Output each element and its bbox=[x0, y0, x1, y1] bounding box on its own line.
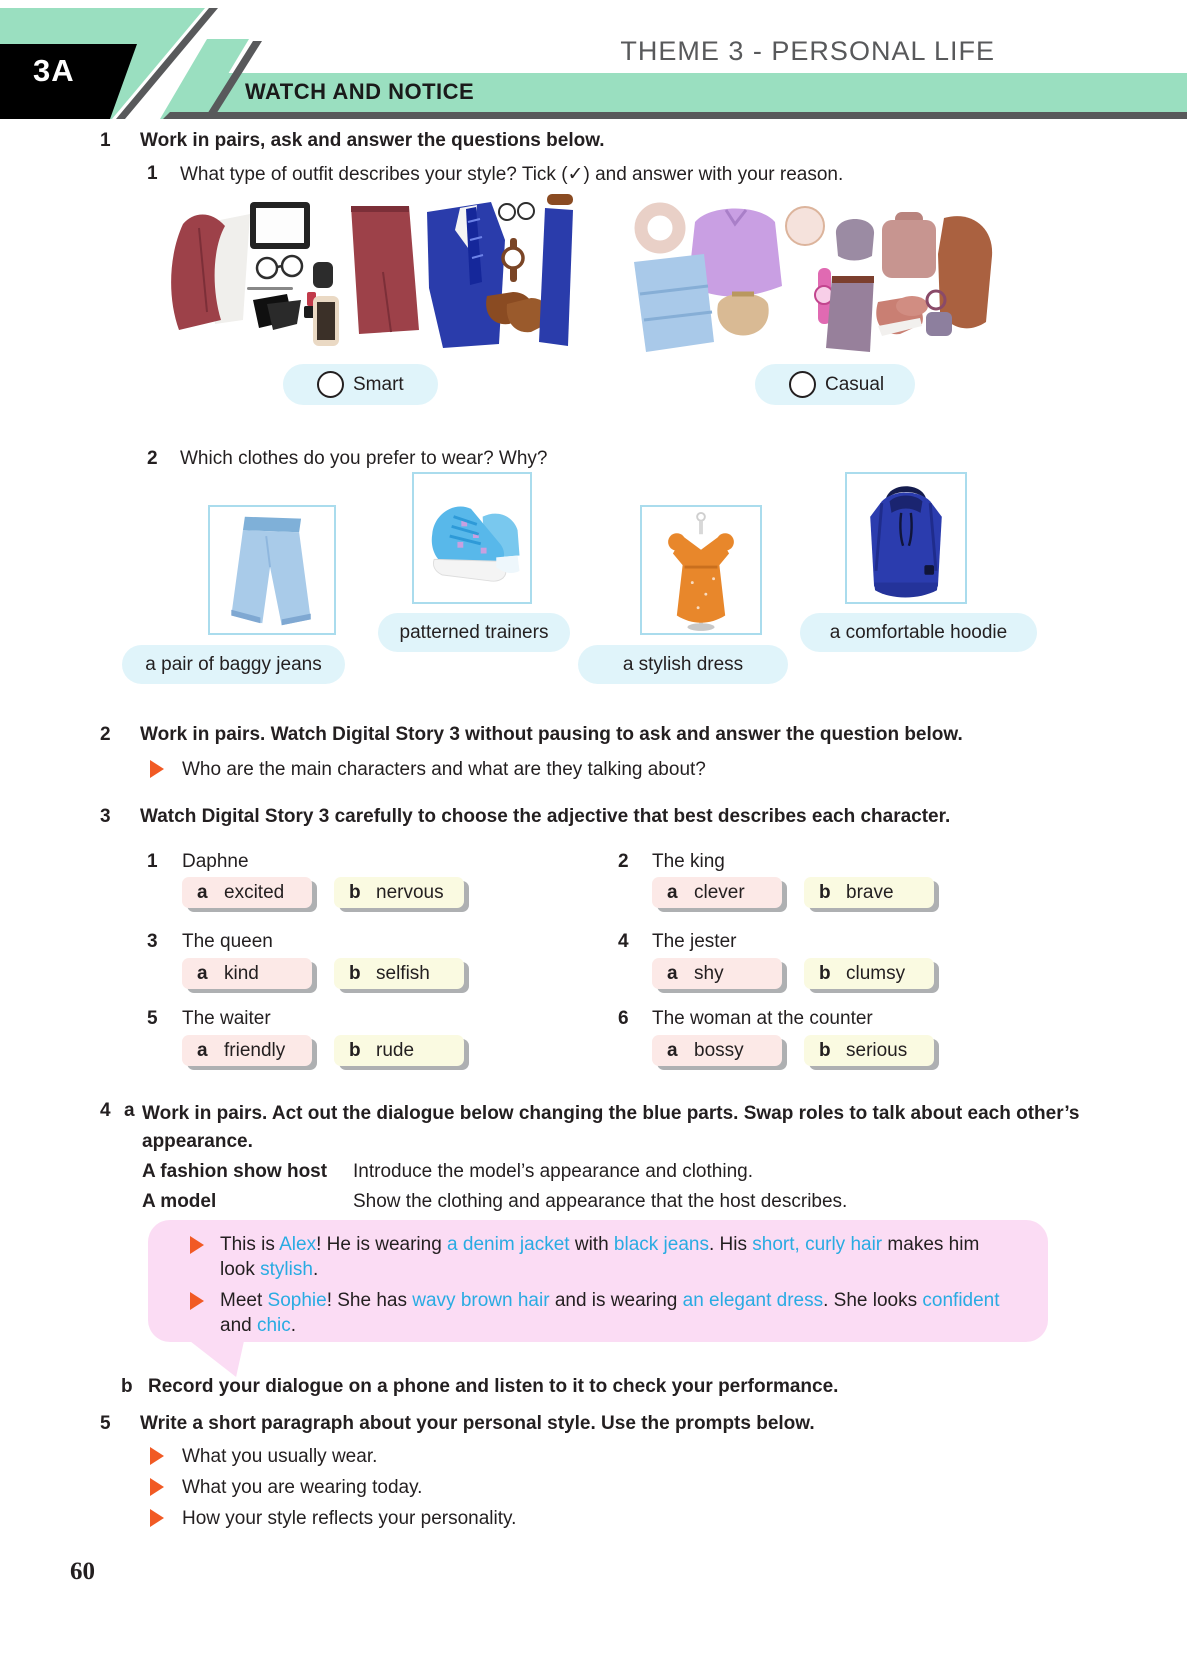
smartphone-screen bbox=[317, 302, 335, 340]
option-a-excited[interactable] bbox=[182, 877, 312, 908]
smart-option bbox=[283, 364, 438, 405]
exercise5-number: 5 bbox=[100, 1413, 111, 1434]
option-letter: a bbox=[197, 962, 208, 984]
character-1-name: Daphne bbox=[182, 851, 249, 872]
smart-outfit-collage-image bbox=[155, 192, 575, 358]
exercise1-q1-text: What type of outfit describes your style? Tick (✓) and answer with your reason. bbox=[180, 164, 844, 185]
option-letter: a bbox=[667, 1039, 678, 1061]
option-word: shy bbox=[694, 962, 724, 984]
option-letter: a bbox=[667, 962, 678, 984]
option-letter: a bbox=[667, 881, 678, 903]
option-letter: b bbox=[819, 962, 831, 984]
character-5-name: The waiter bbox=[182, 1008, 271, 1029]
character-5-number: 5 bbox=[147, 1008, 158, 1029]
scarf bbox=[641, 209, 679, 247]
option-word: excited bbox=[224, 881, 285, 903]
option-letter: a bbox=[197, 1039, 208, 1061]
dialogue-bubble bbox=[148, 1220, 1048, 1342]
option-a-clever[interactable] bbox=[652, 877, 782, 908]
label-comfortable-hoodie bbox=[800, 613, 1037, 652]
option-letter: b bbox=[349, 881, 361, 903]
exercise2-prompt: Who are the main characters and what are they talking about? bbox=[182, 759, 706, 780]
mauve-trousers bbox=[826, 276, 874, 352]
option-letter: a bbox=[197, 881, 208, 903]
character-6-name: The woman at the counter bbox=[652, 1008, 873, 1029]
pen bbox=[247, 287, 293, 290]
exercise3-number: 3 bbox=[100, 806, 111, 827]
casual-option bbox=[755, 364, 915, 405]
theme-title: THEME 3 - PERSONAL LIFE bbox=[620, 36, 995, 66]
dialogue-line-1 bbox=[148, 1232, 1020, 1282]
dialogue-text-1: This is Alex! He is wearing a denim jacket with black jeans. His short, curly hair makes him look stylish. bbox=[220, 1234, 980, 1280]
unit-badge: 3A bbox=[33, 53, 75, 88]
option-a-kind[interactable] bbox=[182, 958, 312, 989]
wrist-watch bbox=[503, 248, 523, 268]
patterned-trainers-box bbox=[412, 472, 532, 604]
bubble-tail bbox=[178, 1341, 244, 1377]
stylish-dress-box bbox=[640, 505, 762, 635]
option-letter: b bbox=[819, 881, 831, 903]
option-b-selfish[interactable] bbox=[334, 958, 464, 989]
option-a-bossy[interactable] bbox=[652, 1035, 782, 1066]
baggy-jeans-image bbox=[210, 507, 334, 633]
burgundy-skirt bbox=[351, 206, 419, 334]
option-b-serious[interactable] bbox=[804, 1035, 934, 1066]
exercise4b-title: Record your dialogue on a phone and listen to it to check your performance. bbox=[148, 1376, 839, 1397]
casual-tick-circle[interactable] bbox=[789, 371, 816, 398]
label-text: a comfortable hoodie bbox=[829, 621, 1008, 643]
option-word: friendly bbox=[224, 1039, 286, 1061]
arrow-bullet-icon bbox=[150, 1509, 164, 1527]
exercise4-number: 4 bbox=[100, 1100, 111, 1121]
option-b-nervous[interactable] bbox=[334, 877, 464, 908]
character-1-number: 1 bbox=[147, 851, 158, 872]
character-4-name: The jester bbox=[652, 931, 737, 952]
exercise4a-title: Work in pairs. Act out the dialogue below changing the blue parts. Swap roles to talk about each other’s appearance. bbox=[142, 1103, 1080, 1152]
option-a-shy[interactable] bbox=[652, 958, 782, 989]
label-text: a stylish dress bbox=[622, 653, 744, 675]
small-pouch bbox=[926, 312, 952, 336]
smart-label: Smart bbox=[353, 373, 404, 395]
eyeglasses-2 bbox=[499, 203, 534, 220]
label-patterned-trainers bbox=[378, 613, 570, 652]
section-title: WATCH AND NOTICE bbox=[245, 79, 475, 104]
arrow-bullet-icon bbox=[150, 1447, 164, 1465]
arrow-bullet-icon bbox=[190, 1236, 204, 1254]
patterned-trainers-image bbox=[414, 474, 530, 602]
role-2-task: Show the clothing and appearance that the host describes. bbox=[353, 1191, 848, 1212]
brown-belt bbox=[547, 194, 573, 205]
character-2-name: The king bbox=[652, 851, 725, 872]
round-mirror bbox=[786, 207, 824, 245]
baggy-jeans-box bbox=[208, 505, 336, 635]
drawstring-pouch bbox=[717, 294, 768, 336]
arrow-bullet-icon bbox=[150, 760, 164, 778]
option-word: nervous bbox=[376, 881, 444, 903]
role-2-label: A model bbox=[142, 1191, 217, 1212]
smartwatch bbox=[313, 262, 333, 288]
exercise4b-letter: b bbox=[121, 1376, 133, 1397]
exercise3-title: Watch Digital Story 3 carefully to choose the adjective that best describes each character. bbox=[140, 806, 951, 827]
option-a-friendly[interactable] bbox=[182, 1035, 312, 1066]
exercise5-prompt-3: How your style reflects your personality. bbox=[182, 1508, 517, 1529]
smart-tick-circle[interactable] bbox=[317, 371, 344, 398]
exercise2-number: 2 bbox=[100, 724, 111, 745]
exercise4a-letter: a bbox=[124, 1100, 135, 1121]
option-word: brave bbox=[846, 881, 894, 903]
dialogue-line-2 bbox=[148, 1288, 1020, 1338]
beanie-hat bbox=[836, 219, 874, 261]
comfortable-hoodie-box bbox=[845, 472, 967, 604]
role-1-task: Introduce the model’s appearance and clothing. bbox=[353, 1161, 753, 1182]
option-word: clever bbox=[694, 881, 745, 903]
folded-jeans bbox=[634, 254, 714, 352]
role-1-label: A fashion show host bbox=[142, 1161, 328, 1182]
banner-underline bbox=[163, 112, 1187, 119]
eyeglasses bbox=[257, 256, 302, 278]
exercise5-prompt-1: What you usually wear. bbox=[182, 1446, 378, 1467]
option-b-clumsy[interactable] bbox=[804, 958, 934, 989]
character-4-number: 4 bbox=[618, 931, 629, 952]
page-number: 60 bbox=[70, 1558, 95, 1585]
skirt-waistband bbox=[351, 206, 409, 212]
option-b-rude[interactable] bbox=[334, 1035, 464, 1066]
exercise1-q2-text: Which clothes do you prefer to wear? Why? bbox=[180, 448, 548, 469]
character-3-name: The queen bbox=[182, 931, 273, 952]
rust-sweater bbox=[938, 216, 992, 328]
exercise1-q2-number: 2 bbox=[147, 448, 158, 469]
black-heel-shoe-2 bbox=[267, 300, 301, 330]
character-3-number: 3 bbox=[147, 931, 158, 952]
exercise1-number: 1 bbox=[100, 130, 111, 151]
label-baggy-jeans bbox=[122, 645, 345, 684]
option-word: bossy bbox=[694, 1039, 744, 1061]
comfortable-hoodie-image bbox=[847, 474, 965, 602]
label-stylish-dress bbox=[578, 645, 788, 684]
option-word: serious bbox=[846, 1039, 908, 1061]
tablet-screen bbox=[256, 208, 304, 243]
header-decoration bbox=[0, 0, 1187, 126]
pink-turtleneck bbox=[882, 220, 936, 278]
arrow-bullet-icon bbox=[190, 1292, 204, 1310]
option-letter: b bbox=[349, 962, 361, 984]
option-letter: b bbox=[349, 1039, 361, 1061]
option-b-brave[interactable] bbox=[804, 877, 934, 908]
blue-trousers bbox=[539, 208, 573, 346]
option-word: rude bbox=[376, 1039, 415, 1061]
option-letter: b bbox=[819, 1039, 831, 1061]
option-word: selfish bbox=[376, 962, 430, 984]
option-word: kind bbox=[224, 962, 259, 984]
casual-outfit-collage-image bbox=[620, 194, 1000, 356]
casual-label: Casual bbox=[825, 373, 885, 395]
stylish-dress-image bbox=[642, 507, 760, 633]
trouser-belt bbox=[832, 276, 874, 283]
label-text: a pair of baggy jeans bbox=[145, 653, 322, 675]
arrow-bullet-icon bbox=[150, 1478, 164, 1496]
exercise2-title: Work in pairs. Watch Digital Story 3 without pausing to ask and answer the question below. bbox=[140, 724, 963, 745]
exercise1-title: Work in pairs, ask and answer the questions below. bbox=[140, 130, 605, 151]
character-6-number: 6 bbox=[618, 1008, 629, 1029]
label-text: patterned trainers bbox=[399, 621, 549, 643]
exercise1-q1-number: 1 bbox=[147, 163, 158, 184]
character-2-number: 2 bbox=[618, 851, 629, 872]
option-word: clumsy bbox=[846, 962, 906, 984]
exercise5-prompt-2: What you are wearing today. bbox=[182, 1477, 423, 1498]
dialogue-text-2: Meet Sophie! She has wavy brown hair and is wearing an elegant dress. She looks confident and chic. bbox=[220, 1290, 1000, 1336]
exercise5-title: Write a short paragraph about your personal style. Use the prompts below. bbox=[140, 1413, 815, 1434]
pink-sneaker-2 bbox=[896, 296, 928, 316]
